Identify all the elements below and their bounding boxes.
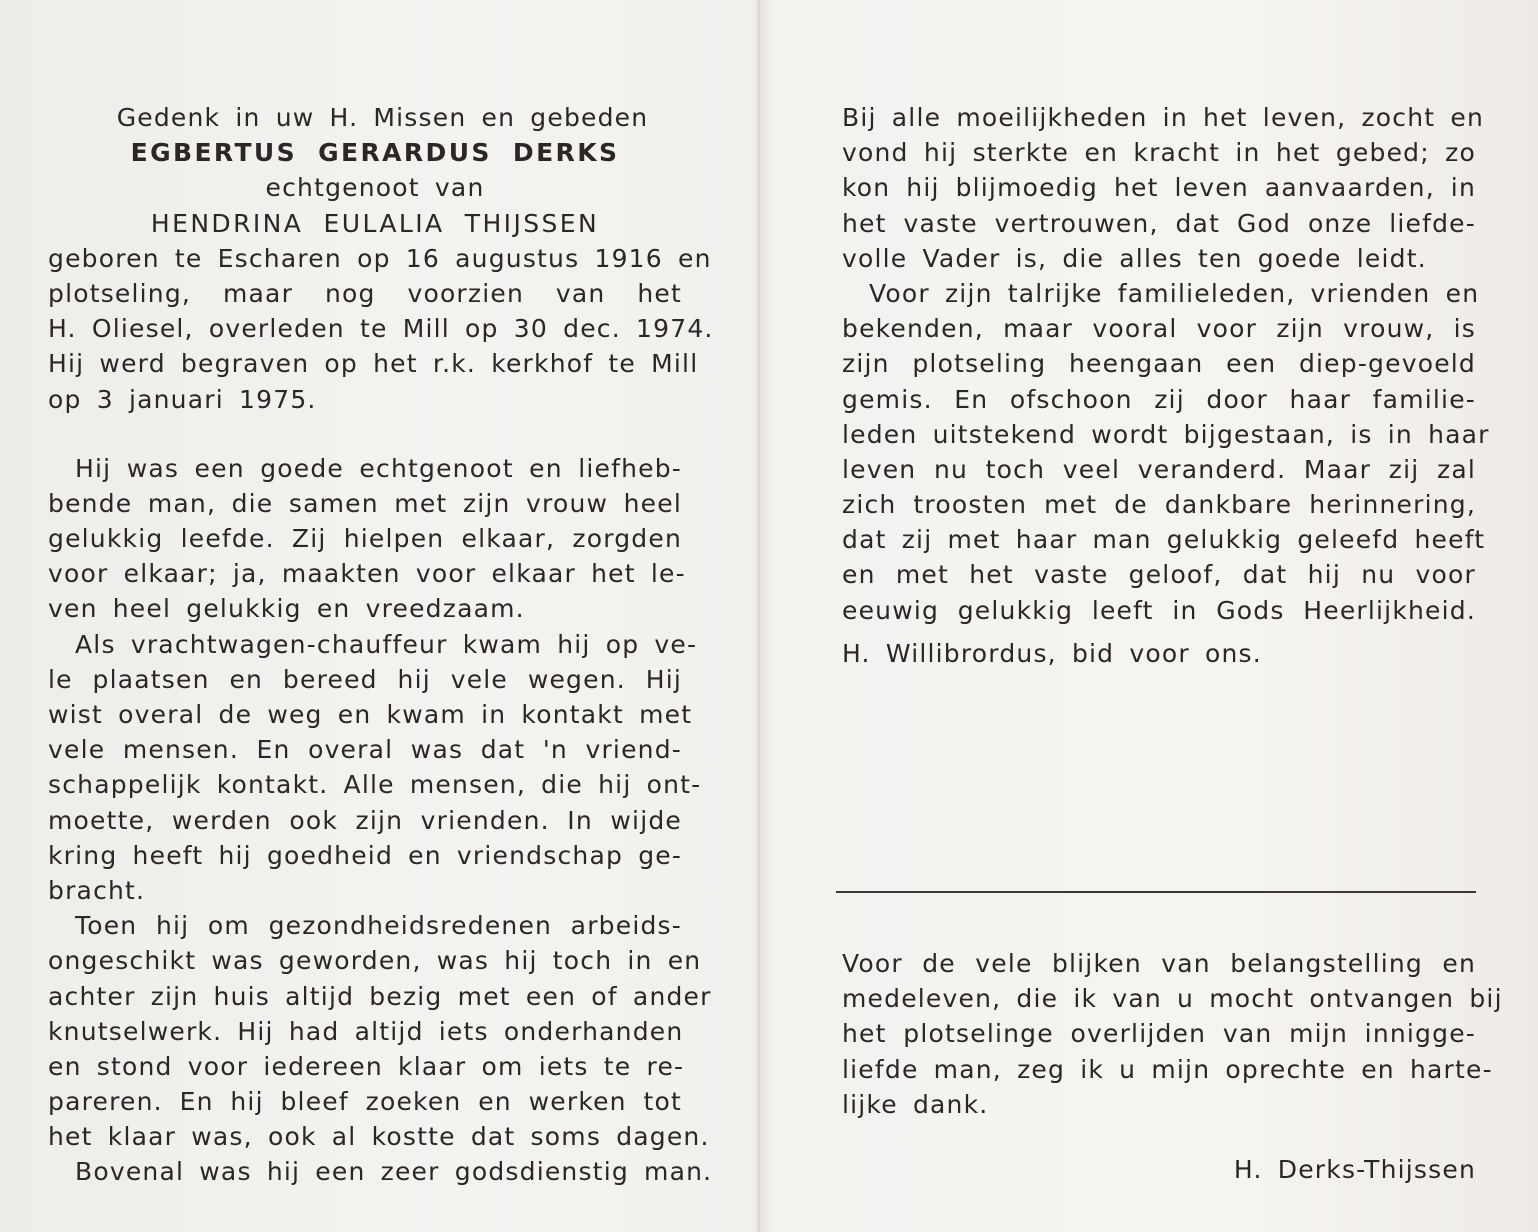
spouse-name: HENDRINA EULALIA THIJSSEN <box>150 208 600 238</box>
text-line: en met het vaste geloof, dat hij nu voor <box>842 560 1476 590</box>
text-line: bende man, die samen met zijn vrouw heel <box>48 488 682 518</box>
text-line: Voor de vele blijken van belangstelling en <box>842 949 1476 978</box>
text-line: volle Vader is, die alles ten goede leidt. <box>842 243 1427 273</box>
text-line: leven nu toch veel veranderd. Maar zij zal <box>842 454 1476 484</box>
text-line: pareren. En hij bleef zoeken en werken tot <box>48 1087 682 1117</box>
text-line: Voor zijn talrijke familieleden, vrienden en <box>869 278 1480 308</box>
paragraph-work <box>48 627 702 909</box>
right-panel <box>842 100 1490 671</box>
text-line: moette, werden ook zijn vrienden. In wijde <box>48 805 682 835</box>
text-line: zijn plotseling heengaan een diep-gevoeld <box>842 349 1476 379</box>
text-line: knutselwerk. Hij had altijd iets onderhanden <box>48 1016 684 1046</box>
paragraph-loss <box>842 276 1490 628</box>
text-line: schappelijk kontakt. Alle mensen, die hij ont- <box>48 770 702 800</box>
text-line: leden uitstekend wordt bijgestaan, is in haar <box>842 419 1490 449</box>
divider-line <box>836 891 1476 893</box>
text-line: kring heeft hij goedheid en vriendschap ge- <box>48 840 683 870</box>
text-line: bracht. <box>48 875 146 905</box>
biography-block <box>48 241 714 417</box>
text-line: dat zij met haar man gelukkig geleefd heeft <box>842 525 1486 555</box>
bio-line: Hij werd begraven op het r.k. kerkhof te Mill <box>48 349 699 379</box>
text-line: Bij alle moeilijkheden in het leven, zocht en <box>842 103 1485 132</box>
paragraph-marriage <box>48 451 686 627</box>
bio-line: geboren te Escharen op 16 augustus 1916 en <box>48 243 712 273</box>
bio-line: H. Oliesel, overleden te Mill op 30 dec. 1974. <box>48 314 714 344</box>
text-line: het plotselinge overlijden van mijn innigge- <box>842 1019 1476 1049</box>
intro-line: Gedenk in uw H. Missen en gebeden <box>116 103 649 132</box>
text-line: het vaste vertrouwen, dat God onze liefde- <box>842 208 1476 238</box>
text-line: het klaar was, ook al kostte dat soms dagen. <box>48 1122 710 1152</box>
text-line: en stond voor iedereen klaar om iets te re- <box>48 1051 685 1081</box>
text-line: voor elkaar; ja, maakten voor elkaar het le- <box>48 559 686 589</box>
text-line: vond hij sterkte en kracht in het gebed; zo <box>842 138 1476 168</box>
text-line: gemis. En ofschoon zij door haar familie- <box>842 384 1476 414</box>
text-line: Bovenal was hij een zeer godsdienstig man. <box>75 1157 713 1187</box>
signature: H. Derks-Thijssen <box>1233 1155 1476 1184</box>
text-line: kon hij blijmoedig het leven aanvaarden, in <box>842 173 1476 203</box>
bio-line: op 3 januari 1975. <box>48 384 317 414</box>
invocation-line: H. Willibrordus, bid voor ons. <box>842 638 1262 668</box>
text-line: zich troosten met de dankbare herinnering, <box>842 490 1476 520</box>
text-line: lijke dank. <box>842 1089 989 1119</box>
left-panel <box>48 100 714 1190</box>
relation-line: echtgenoot van <box>265 173 485 203</box>
deceased-name: EGBERTUS GERARDUS DERKS <box>130 138 620 168</box>
text-line: Als vrachtwagen-chauffeur kwam hij op ve- <box>75 629 698 659</box>
text-line: le plaatsen en bereed hij vele wegen. Hij <box>48 664 682 694</box>
text-line: bekenden, maar vooral voor zijn vrouw, is <box>842 314 1476 344</box>
text-line: wist overal de weg en kwam in kontakt met <box>48 700 693 729</box>
text-line: ongeschikt was geworden, was hij toch in en <box>48 946 702 976</box>
text-line: achter zijn huis altijd bezig met een of ander <box>48 981 712 1011</box>
text-line: Toen hij om gezondheidsredenen arbeids- <box>75 911 682 941</box>
text-line: eeuwig gelukkig leeft in Gods Heerlijkheid. <box>842 595 1476 625</box>
card-fold <box>757 0 760 1232</box>
paragraph-retirement <box>48 908 713 1190</box>
thanks-paragraph <box>842 946 1503 1122</box>
text-line: medeleven, die ik van u mocht ontvangen bij <box>842 984 1503 1014</box>
text-line: vele mensen. En overal was dat 'n vriend- <box>48 735 682 765</box>
bio-line: plotseling, maar nog voorzien van het <box>48 278 682 308</box>
text-line: gelukkig leefde. Zij hielpen elkaar, zorgden <box>48 524 682 554</box>
paragraph-faith <box>842 100 1485 276</box>
text-line: ven heel gelukkig en vreedzaam. <box>48 594 525 624</box>
text-line: Hij was een goede echtgenoot en liefheb- <box>75 453 682 483</box>
text-line: liefde man, zeg ik u mijn oprechte en harte- <box>842 1054 1493 1084</box>
